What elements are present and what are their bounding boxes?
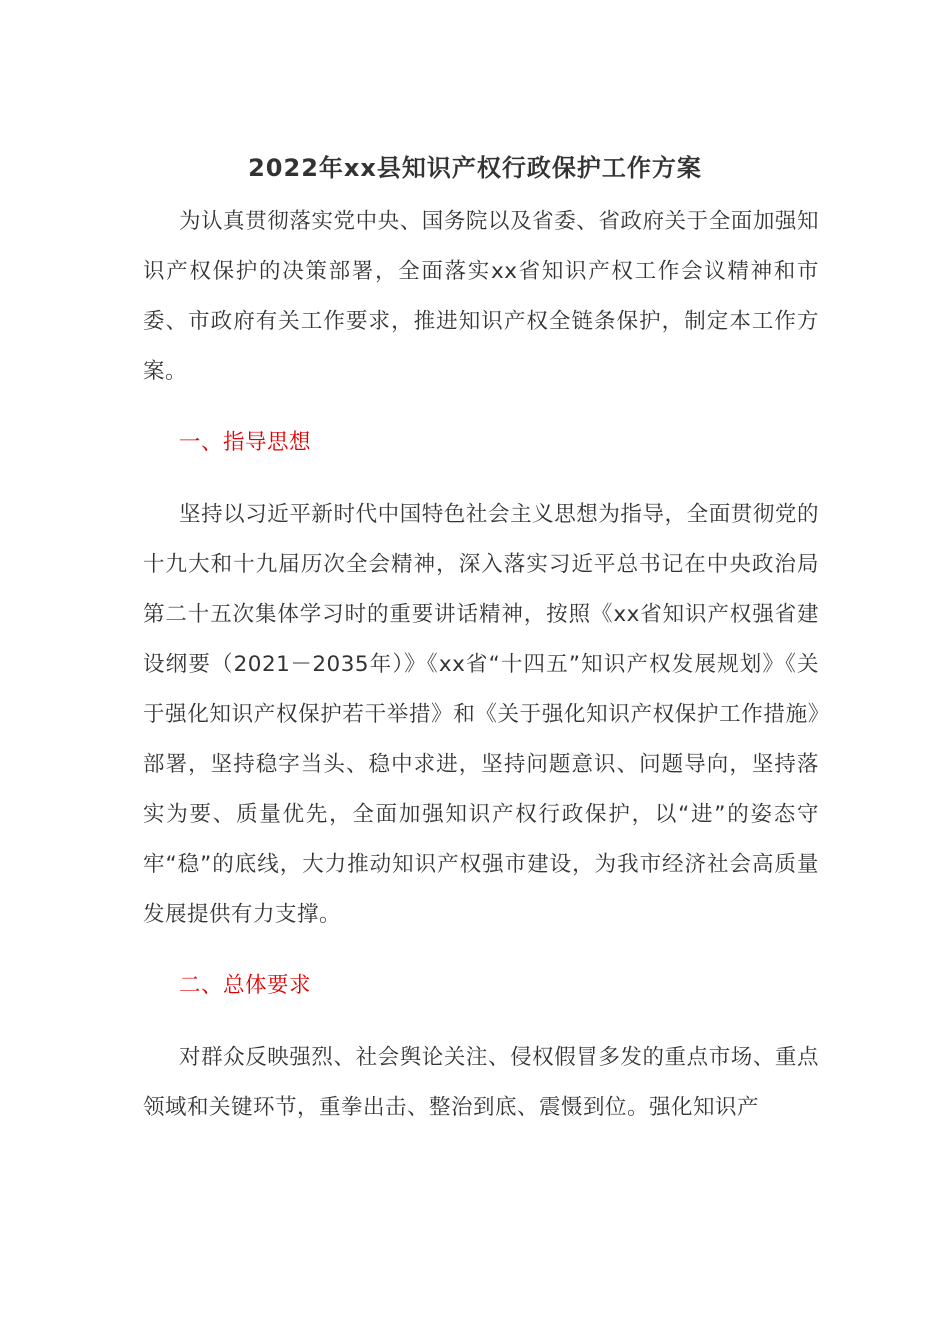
general-requirements-paragraph: 对群众反映强烈、社会舆论关注、侵权假冒多发的重点市场、重点领域和关键环节，重拳出击、整治到底、震慑到位。强化知识产 [143,1045,819,1120]
section-heading-general-requirements: 二、总体要求 [179,973,312,998]
document-body [143,197,819,1133]
intro-paragraph: 为认真贯彻落实党中央、国务院以及省委、省政府关于全面加强知识产权保护的决策部署，全面落实xx省知识产权工作会议精神和市委、市政府有关工作要求，推进知识产权全链条保护，制定本工作方案。 [143,209,819,384]
document-title: 2022年xx县知识产权行政保护工作方案 [248,154,702,182]
section-heading-guiding-ideology: 一、指导思想 [179,430,312,455]
guiding-ideology-paragraph: 坚持以习近平新时代中国特色社会主义思想为指导，全面贯彻党的十九大和十九届历次全会精神，深入落实习近平总书记在中央政治局第二十五次集体学习时的重要讲话精神，按照《xx省知识产权强省建设纲要（2021－2035年）》《xx省“十四五”知识产权发展规划》《关于强化知识产权保护若干举措》和《关于强化知识产权保护工作措施》部署，坚持稳字当头、稳中求进，坚持问题意识、问题导向，坚持落实为要、质量优先，全面加强知识产权行政保护，以“进”的姿态守牢“稳”的底线，大力推动知识产权强市建设，为我市经济社会高质量发展提供有力支撑。 [143,502,819,927]
